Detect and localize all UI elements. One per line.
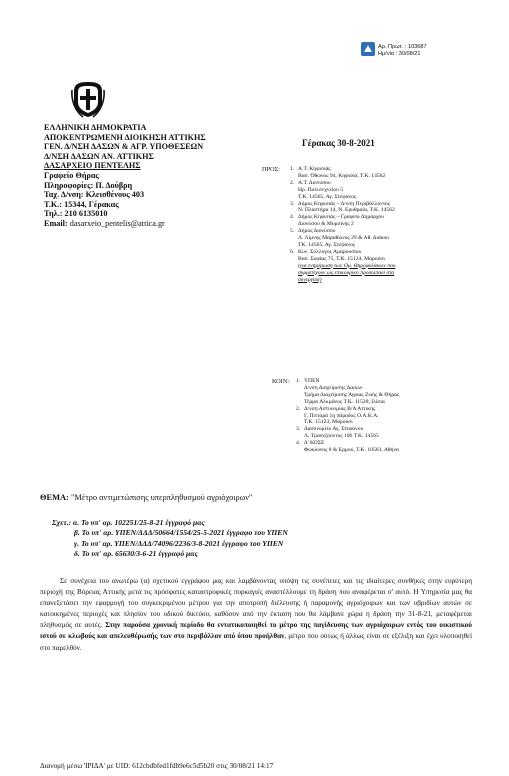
recipient-item: 2. Α.Τ. Διονύσου Ηρ. Πολυτεχνείου 5 Τ.Κ. 14565, Αγ. Στέφανος <box>290 179 357 200</box>
sender-forest-office: ΔΑΣΑΡΧΕΙΟ ΠΕΝΤΕΛΗΣ <box>44 161 141 171</box>
cc-item: 2. Δ/νση Αστυνομίας Β/Α Αττικής Γ. Πιτταρά 1η πάροδος Ο.Α.Κ.Α. Τ.Κ. 15123, Μαρούσι <box>296 405 379 426</box>
protocol-stamp <box>378 44 427 58</box>
cc-item: 3. Δασονομείο Αγ. Στεφάνου Λ. Τραπεζούντος 106 Τ.Κ. 14565 <box>296 426 379 440</box>
recipients-list <box>290 166 395 283</box>
protocol-date: Ημ/νία : 30/08/21 <box>378 51 421 57</box>
sender-block <box>44 123 206 229</box>
subject-label: ΘΕΜΑ: <box>40 493 69 502</box>
recipient-note: (για ενημέρωση των Ομ. Θηροφυλάκων που <box>298 262 396 269</box>
greek-coat-of-arms-icon <box>70 78 106 120</box>
document-date: Γέρακας 30-8-2021 <box>302 138 375 148</box>
sender-phone: Τηλ.: 210 6135010 <box>44 209 108 219</box>
sender-email-label: Email: <box>44 218 70 228</box>
reference-item: Σχετ.: α. Το υπ' αρ. 102251/25-8-21 έγγραφό μας <box>52 518 205 527</box>
cc-item: 1. ΥΠΕΝ Δ/νση Διαχείρισης Δασών Τμήμα Διαχείρισης Άγριας Ζωής & Θήρας Τέρμα Αλκμάνος Τ.Κ. 11528, Ιλίσια <box>296 378 400 405</box>
recipient-item: 4. Δήμος Κηφισιάς – Γραφείο Δημάρχου Διονύσου & Μυρσίνης 2 <box>290 214 384 228</box>
sender-contact: Πληροφορίες: Π. Δούβρη <box>44 180 133 190</box>
recipient-note: συνεργεία) <box>298 276 322 283</box>
cc-item: 4. Δ' ΚΟΣΕ Φωκίωνος 8 & Ερμού, Τ.Κ. 10563, Αθήνα <box>296 440 399 454</box>
references-block <box>52 518 288 559</box>
sender-country: ΕΛΛΗΝΙΚΗ ΔΗΜΟΚΡΑΤΙΑ <box>44 123 147 132</box>
recipient-item: 1. Α.Τ. Κηφισιάς Βασ. Όθωνος 94, Κηφισιά, Τ.Κ. 14562 <box>290 166 386 179</box>
recipient-item: 3. Δήμος Κηφισιάς – Δ/νση Περιβάλλοντος Ν. Πλαστήρα 14, Ν. Ερυθραία, Τ.Κ. 14562 <box>290 200 395 214</box>
recipients-label: ΠΡΟΣ: <box>262 166 281 173</box>
distribution-footer: Διανομή μέσω 'ΙΡΙΔΑ' με UID: 612cbdbfed1fdb9e6c5d5b20 στις 30/08/21 14:17 <box>40 762 274 770</box>
sender-postcode: Τ.Κ.: 15344, Γέρακας <box>44 199 119 209</box>
sender-general-directorate: ΓΕΝ. Δ/ΝΣΗ ΔΑΣΩΝ & ΑΓΡ. ΥΠΟΘΕΣΕΩΝ <box>44 142 204 152</box>
recipient-item: 5. Δήμος Διονύσου Λ. Λίμνης Μαραθώνος 29 & Αθ. Διάκου ΤΚ. 14565, Αγ. Στέφανος <box>290 228 390 248</box>
body-text-end: , μέτρο που ούτως ή άλλως είναι σε εξέλιξη και έχει υλοποιηθεί στο παρελθόν. <box>40 632 473 652</box>
recipient-note: συμμετέχουν ως επικουρικό προσωπικό στα <box>298 269 395 276</box>
recipient-item: 6. Κυν. Σύλλογος Αμαρουσίου Βασ. Σοφίας 75, Τ.Κ. 15124, Μαρούσι (για ενημέρωση των Ομ. Θηροφυλάκων που συμμετέχουν ως επικουρικό προσωπικό στα συνεργεία) <box>290 248 396 283</box>
sender-hunting-office: Γραφείο Θήρας <box>44 170 99 180</box>
body-paragraph <box>40 576 472 654</box>
body-bold-text: Στην παρούσα χρονική περίοδο θα εντατικοποιηθεί το μέτρο της παγίδευσης των αγριόχοιρων εντός του οικιστικού ιστού σε κλωβούς και απελευθέρωσής των στο περιβάλλον από όπου προήλθαν <box>40 621 472 641</box>
sender-email-line <box>44 219 206 229</box>
subject-line <box>40 493 252 502</box>
cc-list <box>296 378 399 454</box>
sender-directorate: Δ/ΝΣΗ ΔΑΣΩΝ ΑΝ. ΑΤΤΙΚΗΣ <box>44 151 154 161</box>
reference-item: δ. Το υπ' αρ. 65630/3-6-21 έγγραφό μας <box>74 548 198 558</box>
protocol-number: Αρ. Πρωτ. : 103687 <box>378 44 427 50</box>
stamp-logo-icon <box>360 41 376 57</box>
reference-item: β. Το υπ' αρ. ΥΠΕΝ/ΔΔΔ/50664/1554/25-5-2021 έγγραφο του ΥΠΕΝ <box>74 528 288 538</box>
body-text: Σε συνέχεια του ανωτέρω (α) σχετικού εγγράφου μας και λαμβάνοντας υπόψη τις συνέπειες και τις ιδιαίτερες συνθήκες στην ευρύτερη περιοχή της Βόρειας Αττικής μετά τις πρόσφατες καταστροφικές πυρκαγιές αναστέλλουμε τη δράση που αναφέρεται σ' αυτό. Η Υπηρεσία μας θα επανεξετάσει την εφαρμογή του συγκεκριμένου μέτρου για την αποτροπή διέλευσης ή παραμονής αγριόχοιρων και των υβριδίων αυτών σε κατοικημένες περιοχές και πλησίον του οδικού δικτύου, καθόσον από την έκταση που θα λάμβανε χώρα η δράση την 31-8-21, μεταφέρεται πληθυσμός σε αυτές. <box>40 577 472 630</box>
subject-text: "Μέτρο αντιμετώπισης υπερπληθυσμού αγριόχοιρων" <box>70 493 253 502</box>
reference-item: γ. Το υπ' αρ. ΥΠΕΝ/ΔΔΔ/74096/2236/3-8-2021 έγγραφο του ΥΠΕΝ <box>74 538 284 548</box>
sender-administration: ΑΠΟΚΕΝΤΡΩΜΕΝΗ ΔΙΟΙΚΗΣΗ ΑΤΤΙΚΗΣ <box>44 132 206 142</box>
sender-email[interactable]: dasarxeio_pentelis@attica.gr <box>69 218 165 228</box>
sender-address: Ταχ. Δ/νση: Κλεισθένους 403 <box>44 190 145 200</box>
cc-label: ΚΟΙΝ: <box>272 378 290 385</box>
